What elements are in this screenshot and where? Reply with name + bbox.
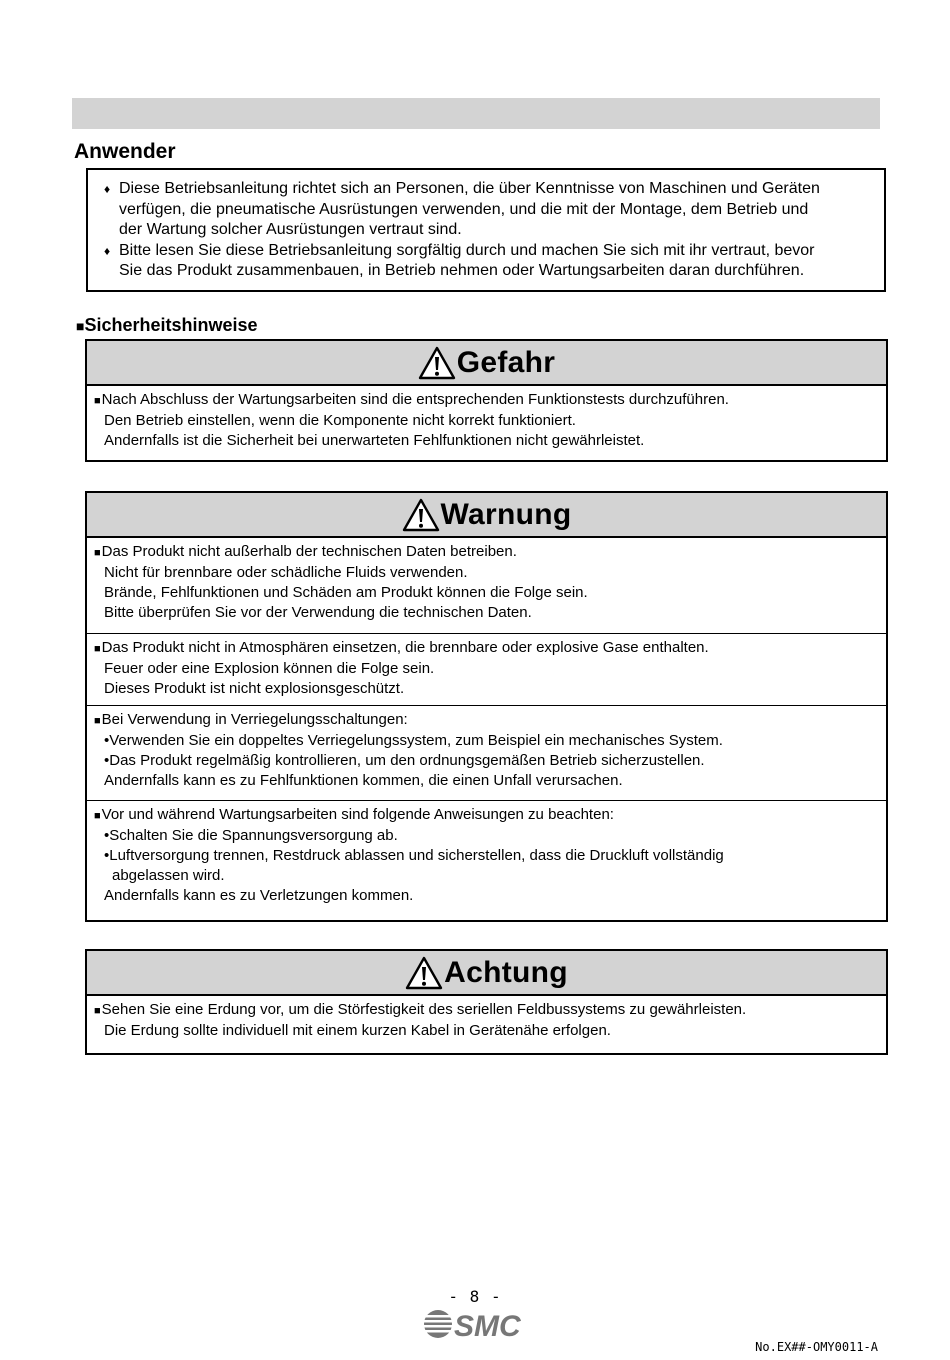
text-line: •Luftversorgung trennen, Restdruck ablassen und sicherstellen, dass die Druckluft vollständig (104, 847, 724, 864)
danger-box (85, 339, 888, 462)
square-bullet-icon: ■ (94, 395, 101, 407)
text-line: •Das Produkt regelmäßig kontrollieren, um den ordnungsgemäßen Betrieb sicherzustellen. (104, 752, 705, 769)
text-line: Diese Betriebsanleitung richtet sich an Personen, die über Kenntnisse von Maschinen und Geräten (119, 180, 820, 197)
text-line: Feuer oder eine Explosion können die Folge sein. (104, 660, 435, 677)
danger-title: Gefahr (456, 345, 556, 379)
text-line: Bei Verwendung in Verriegelungsschaltungen: (101, 711, 408, 728)
text-line: •Schalten Sie die Spannungsversorgung ab. (104, 827, 398, 844)
text-line: Das Produkt nicht in Atmosphären einsetzen, die brennbare oder explosive Gase enthalten. (101, 639, 709, 656)
text-line: Sie das Produkt zusammenbauen, in Betrieb nehmen oder Wartungsarbeiten daran durchführen. (119, 262, 805, 279)
safety-heading (76, 315, 258, 336)
page-number: - 8 - (448, 1287, 502, 1306)
text-line: Nicht für brennbare oder schädliche Fluids verwenden. (104, 564, 468, 581)
safety-item (87, 385, 886, 460)
text-line: Vor und während Wartungsarbeiten sind folgende Anweisungen zu beachten: (101, 806, 614, 823)
text-line: Nach Abschluss der Wartungsarbeiten sind die entsprechenden Funktionstests durchzuführen. (101, 391, 729, 408)
safety-heading-text: Sicherheitshinweise (84, 315, 258, 335)
safety-item (87, 705, 886, 800)
text-line: Das Produkt nicht außerhalb der technischen Daten betreiben. (101, 543, 517, 560)
warning-header (87, 493, 886, 537)
text-line: Brände, Fehlfunktionen und Schäden am Produkt können die Folge sein. (104, 584, 588, 601)
warning-triangle-icon (402, 498, 440, 532)
text-line: Andernfalls kann es zu Verletzungen kommen. (104, 887, 414, 904)
text-line: Bitte lesen Sie diese Betriebsanleitung sorgfältig durch und machen Sie sich mit ihr vertraut, bevor (119, 241, 815, 259)
caution-box (85, 949, 888, 1055)
logo-text: SMC (454, 1310, 521, 1342)
smc-logo (420, 1306, 532, 1342)
text-line: Sehen Sie eine Erdung vor, um die Störfestigkeit des seriellen Feldbussystems zu gewährleisten. (101, 1001, 747, 1018)
user-info-item (104, 241, 870, 282)
warning-title: Warnung (440, 497, 572, 531)
user-info-item (104, 179, 870, 241)
diamond-bullet-icon: ♦ (104, 243, 111, 258)
square-bullet-icon: ■ (94, 643, 101, 655)
square-marker-icon: ■ (76, 318, 85, 334)
text-line: •Verwenden Sie ein doppeltes Verriegelungssystem, zum Beispiel ein mechanisches System. (104, 732, 723, 749)
warning-triangle-icon (405, 956, 443, 990)
text-line: Den Betrieb einstellen, wenn die Komponente nicht korrekt funktioniert. (104, 412, 576, 429)
text-line: Dieses Produkt ist nicht explosionsgeschützt. (104, 680, 405, 697)
safety-item (87, 633, 886, 705)
caution-header (87, 951, 886, 995)
user-section-heading: Anwender (74, 140, 176, 163)
document-number: No.EX##-OMY0011-A (755, 1340, 878, 1354)
safety-item (87, 995, 886, 1053)
text-line: Bitte überprüfen Sie vor der Verwendung die technischen Daten. (104, 604, 532, 621)
square-bullet-icon: ■ (94, 715, 101, 727)
square-bullet-icon: ■ (94, 547, 101, 559)
text-line: verfügen, die pneumatische Ausrüstungen verwenden, und die mit der Montage, dem Betrieb und (119, 200, 809, 218)
square-bullet-icon: ■ (94, 1005, 101, 1017)
top-header-bar (72, 98, 880, 129)
safety-item (87, 800, 886, 920)
safety-item (87, 537, 886, 633)
square-bullet-icon: ■ (94, 810, 101, 822)
danger-header (87, 341, 886, 385)
warning-box (85, 491, 888, 922)
caution-title: Achtung (444, 955, 568, 989)
text-line: Andernfalls kann es zu Fehlfunktionen kommen, die einen Unfall verursachen. (104, 772, 623, 789)
warning-triangle-icon (418, 346, 456, 380)
diamond-bullet-icon: ♦ (104, 182, 111, 196)
text-line: der Wartung solcher Ausrüstungen vertraut sind. (119, 221, 462, 238)
text-line: Andernfalls ist die Sicherheit bei unerwarteten Fehlfunktionen nicht gewährleistet. (104, 432, 645, 449)
text-line: abgelassen wird. (112, 867, 225, 884)
user-info-box (86, 168, 886, 292)
text-line: Die Erdung sollte individuell mit einem kurzen Kabel in Gerätenähe erfolgen. (104, 1022, 611, 1039)
